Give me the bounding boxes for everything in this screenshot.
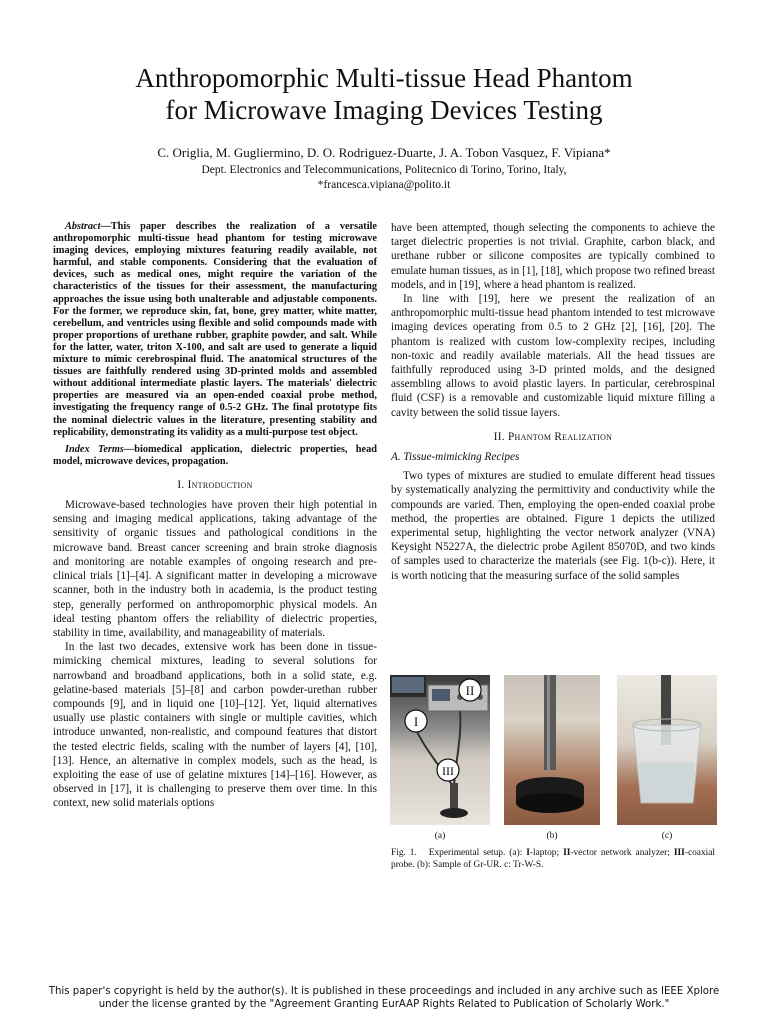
figure-1-caption: Fig. 1. Experimental setup. (a): I-laptop; II-vector network analyzer; III-coaxial probe. (b): Sample of Gr-UR. c: Tr-W-S. bbox=[391, 848, 716, 870]
abstract-lead: Abstract bbox=[65, 221, 101, 232]
subsection-heading: A. Tissue-mimicking Recipes bbox=[391, 451, 520, 464]
section-2-heading: II. Phantom Realization bbox=[493, 430, 613, 443]
footer-line-2: under the license granted by the "Agreement Granting EurAAP Rights Related to Publication of Scholarly Work." bbox=[98, 999, 670, 1010]
authors: C. Origlia, M. Gugliermino, D. O. Rodriguez-Duarte, J. A. Tobon Vasquez, F. Vipiana* bbox=[157, 145, 611, 160]
figure-label-a: (a) bbox=[434, 831, 446, 841]
liquid-sample-illustration bbox=[617, 675, 717, 825]
solid-sample-illustration bbox=[504, 675, 600, 825]
right-column bbox=[391, 221, 715, 583]
setup-illustration bbox=[390, 675, 490, 825]
footer-line-1: This paper's copyright is held by the author(s). It is published in these proceedings and included in any archive such as IEEE Xplore bbox=[48, 986, 720, 997]
marker-i: I bbox=[413, 714, 419, 729]
marker-ii: II bbox=[465, 683, 475, 698]
section-1-heading: I. Introduction bbox=[177, 478, 253, 491]
abstract: Abstract—This paper describes the realization of a versatile anthropomorphic multi-tissue head phantom for testing microwave imaging devices, employing mixtures featuring readily available, not harmful, and stable components. Considering that the evaluation of devices, such as medical ones, might require the variation of the characteristics of the tissues for their assessment, the manufacturing approaches the issue using both unalterable and adjustable components. For the former, we reproduce skin, fat, bone, grey matter, white matter, cerebellum, and ventricles using flexible and solid compounds made with proper proportions of urethane rubber, graphite powder, and salt. While for the latter, water, triton X-100, and salt are used to generate a liquid mixture to mimic cerebrospinal fluid. The anatomical structures of the tissues are faithfully rendered using 3D-printed molds and assembled without additional intermediate plastic layers. The materials' dielectric properties are measured via an open-ended coaxial probe method, investigating the frequency range of 0.5-2 GHz. The final prototype fits the nominal dielectric values in the literature, presenting stability and replicability, demonstrating its validity as a multi-purpose test object. bbox=[53, 221, 377, 438]
affiliation: Dept. Electronics and Telecommunications, Politecnico di Torino, Torino, Italy, bbox=[201, 164, 567, 176]
title-line-1: Anthropomorphic Multi-tissue Head Phantom bbox=[135, 63, 633, 93]
intro-paragraph-1: Microwave-based technologies have proven their high potential in sensing and imaging medical applications, taking advantage of the sensitivity of organic tissues and pathological conditions in the microwave band. Breast cancer screening and brain stroke diagnosis and monitoring are notable examples of ongoing research and pre-clinical trials [1]–[4]. A significant matter in developing a microwave scanner, both in the industry both in academia, is the product testing step, generally performed on anthropomorphic physical models. An ideal testing phantom offers the reliability of dielectric properties, stability in time, availability, and manageability of materials. bbox=[53, 499, 377, 639]
photo-experimental-setup bbox=[390, 675, 490, 825]
photo-liquid-sample bbox=[617, 675, 717, 825]
figure-label-b: (b) bbox=[546, 831, 558, 841]
paper-title bbox=[40, 62, 728, 126]
intro-paragraph-4: In line with [19], here we present the realization of an anthropomorphic multi-tissue head phantom intended to test microwave imaging devices operating from 0.5 to 2 GHz [2], [16], [20]. The phantom is realized with custom low-complexity recipes, including non-toxic and readily available materials. All the head tissues are faithfully reproduced using 3-D printed molds, and the designed assembling allows to avoid plastic layers. In particular, cerebrospinal fluid (CSF) is a removable and customizable liquid mixture filling a cavity between the solid tissue layers. bbox=[391, 293, 715, 419]
index-terms-lead: Index Terms bbox=[65, 443, 124, 455]
index-terms: Index Terms—biomedical application, dielectric properties, head model, microwave devices, propagation. bbox=[53, 443, 377, 467]
marker-iii: III bbox=[442, 764, 454, 778]
intro-paragraph-3: have been attempted, though selecting the components to achieve the target dielectric properties is not trivial. Graphite, carbon black, and urethane rubber or silicone composites are typically combined to emulate human tissues, as in [1], [18], which propose two refined breast models, and in [19], where a head phantom is realized. bbox=[391, 222, 715, 291]
figure-1 bbox=[390, 675, 718, 841]
left-column bbox=[53, 221, 377, 811]
copyright-footer bbox=[0, 985, 768, 1011]
figure-label-c: (c) bbox=[661, 831, 673, 841]
photo-solid-sample bbox=[504, 675, 600, 825]
index-terms-text: biomedical application, dielectric properties, head model, microwave devices, propagation. bbox=[53, 443, 377, 467]
intro-paragraph-2: In the last two decades, extensive work has been done in tissue-mimicking chemical mixtures, leading to several solutions for narrowband and broadband applications, both in a solid state, e.g. gelatine-based materials [5]–[8] and carbon powder-urethan rubber compounds [9], and in liquid one [10]–[12]. Yet, liquid alternatives usually use plastic containers with single or multiple cavities, which introduce unwanted, non-realistic, and compound features that distort the tested electric fields, scaling with the number of layers [4], [10], [13]. Hence, an alternative in complex models, such as the head, is exploiting the ease of use of gelatine mixtures [14]–[16]. However, as observed in [17], it is challenging to preserve them over time. In this context, new solid materials options bbox=[53, 641, 377, 810]
abstract-text: This paper describes the realization of a versatile anthropomorphic multi-tissue head phantom for testing microwave imaging devices, employing mixtures featuring readily available, not harmful, and stable components. Considering that the evaluation of devices, such as medical ones, might require the variation of the characteristics of the tissues for their assessment, the manufacturing approaches the issue using both unalterable and adjustable components. For the former, we reproduce skin, fat, bone, grey matter, white matter, cerebellum, and ventricles using flexible and solid compounds made with proper proportions of urethane rubber, graphite powder, and salt. While for the latter, water, triton X-100, and salt are used to generate a liquid mixture to mimic cerebrospinal fluid. The anatomical structures of the tissues are faithfully rendered using 3D-printed molds and assembled without additional intermediate plastic layers. The materials' dielectric properties are measured via an open-ended coaxial probe method, investigating the frequency range of 0.5-2 GHz. The final prototype fits the nominal dielectric values in the literature, presenting stability and replicability, demonstrating its validity as a multi-purpose test object. bbox=[53, 221, 377, 438]
title-line-2: for Microwave Imaging Devices Testing bbox=[165, 95, 603, 125]
email: *francesca.vipiana@polito.it bbox=[317, 179, 451, 191]
section-2-paragraph-1: Two types of mixtures are studied to emulate different head tissues by systematically analyzing the permittivity and conductivity while the compounds are varied. Then, employing the open-ended coaxial probe method, the properties are obtained. Figure 1 depicts the utilized experimental setup, highlighting the vector network analyzer (VNA) Keysight N5227A, the dielectric probe Agilent 85070D, and two kinds of samples used to characterize the materials (see Fig. 1(b-c)). Here, it is worth noticing that the measuring surface of the solid samples bbox=[391, 470, 715, 582]
